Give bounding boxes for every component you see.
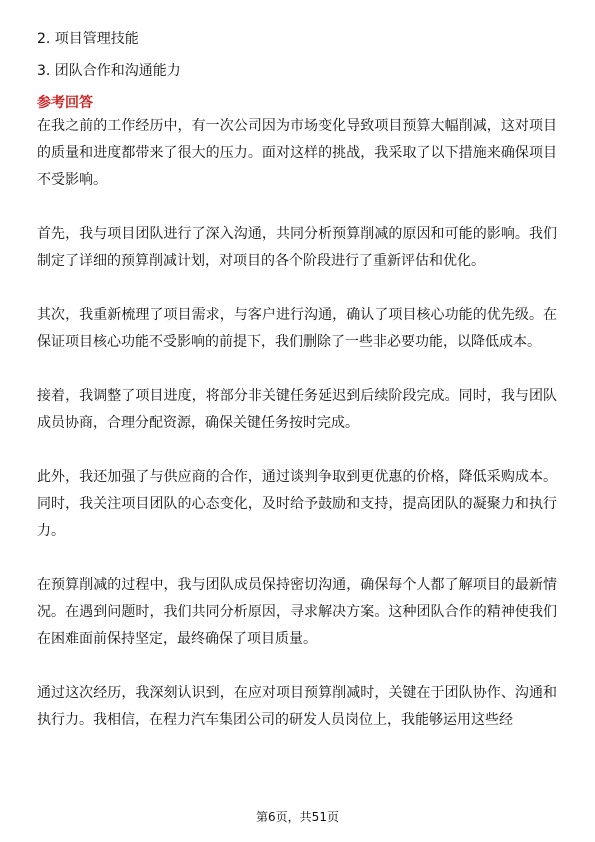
paragraph-second: 其次，我重新梳理了项目需求，与客户进行沟通，确认了项目核心功能的优先级。在保证项目核心功能不受影响的前提下，我们删除了一些非必要功能，以降低成本。 bbox=[37, 307, 557, 350]
list-item-teamwork-communication: 3. 团队合作和沟通能力 bbox=[37, 63, 181, 79]
reference-answer-heading: 参考回答 bbox=[37, 95, 93, 111]
paragraph-conclusion: 通过这次经历，我深刻认识到，在应对项目预算削减时，关键在于团队协作、沟通和执行力。我相信，在程力汽车集团公司的研发人员岗位上，我能够运用这些经 bbox=[37, 685, 557, 728]
paragraph-additionally: 此外，我还加强了与供应商的合作，通过谈判争取到更优惠的价格，降低采购成本。同时，我关注项目团队的心态变化，及时给予鼓励和支持，提高团队的凝聚力和执行力。 bbox=[37, 469, 557, 539]
page-number-footer: 第6页，共51页 bbox=[256, 810, 339, 824]
paragraph-next: 接着，我调整了项目进度，将部分非关键任务延迟到后续阶段完成。同时，我与团队成员协商，合理分配资源，确保关键任务按时完成。 bbox=[37, 388, 557, 431]
paragraph-during-process: 在预算削减的过程中，我与团队成员保持密切沟通，确保每个人都了解项目的最新情况。在遇到问题时，我们共同分析原因，寻求解决方案。这种团队合作的精神使我们在困难面前保持坚定，最终确保了项目质量。 bbox=[37, 577, 557, 647]
page-content bbox=[37, 29, 557, 734]
paragraph-first: 首先，我与项目团队进行了深入沟通，共同分析预算削减的原因和可能的影响。我们制定了详细的预算削减计划，对项目的各个阶段进行了重新评估和优化。 bbox=[37, 226, 557, 269]
list-item-project-management: 2. 项目管理技能 bbox=[37, 31, 139, 47]
paragraph-intro: 在我之前的工作经历中，有一次公司因为市场变化导致项目预算大幅削减，这对项目的质量和进度都带来了很大的压力。面对这样的挑战，我采取了以下措施来确保项目不受影响。 bbox=[37, 118, 557, 188]
